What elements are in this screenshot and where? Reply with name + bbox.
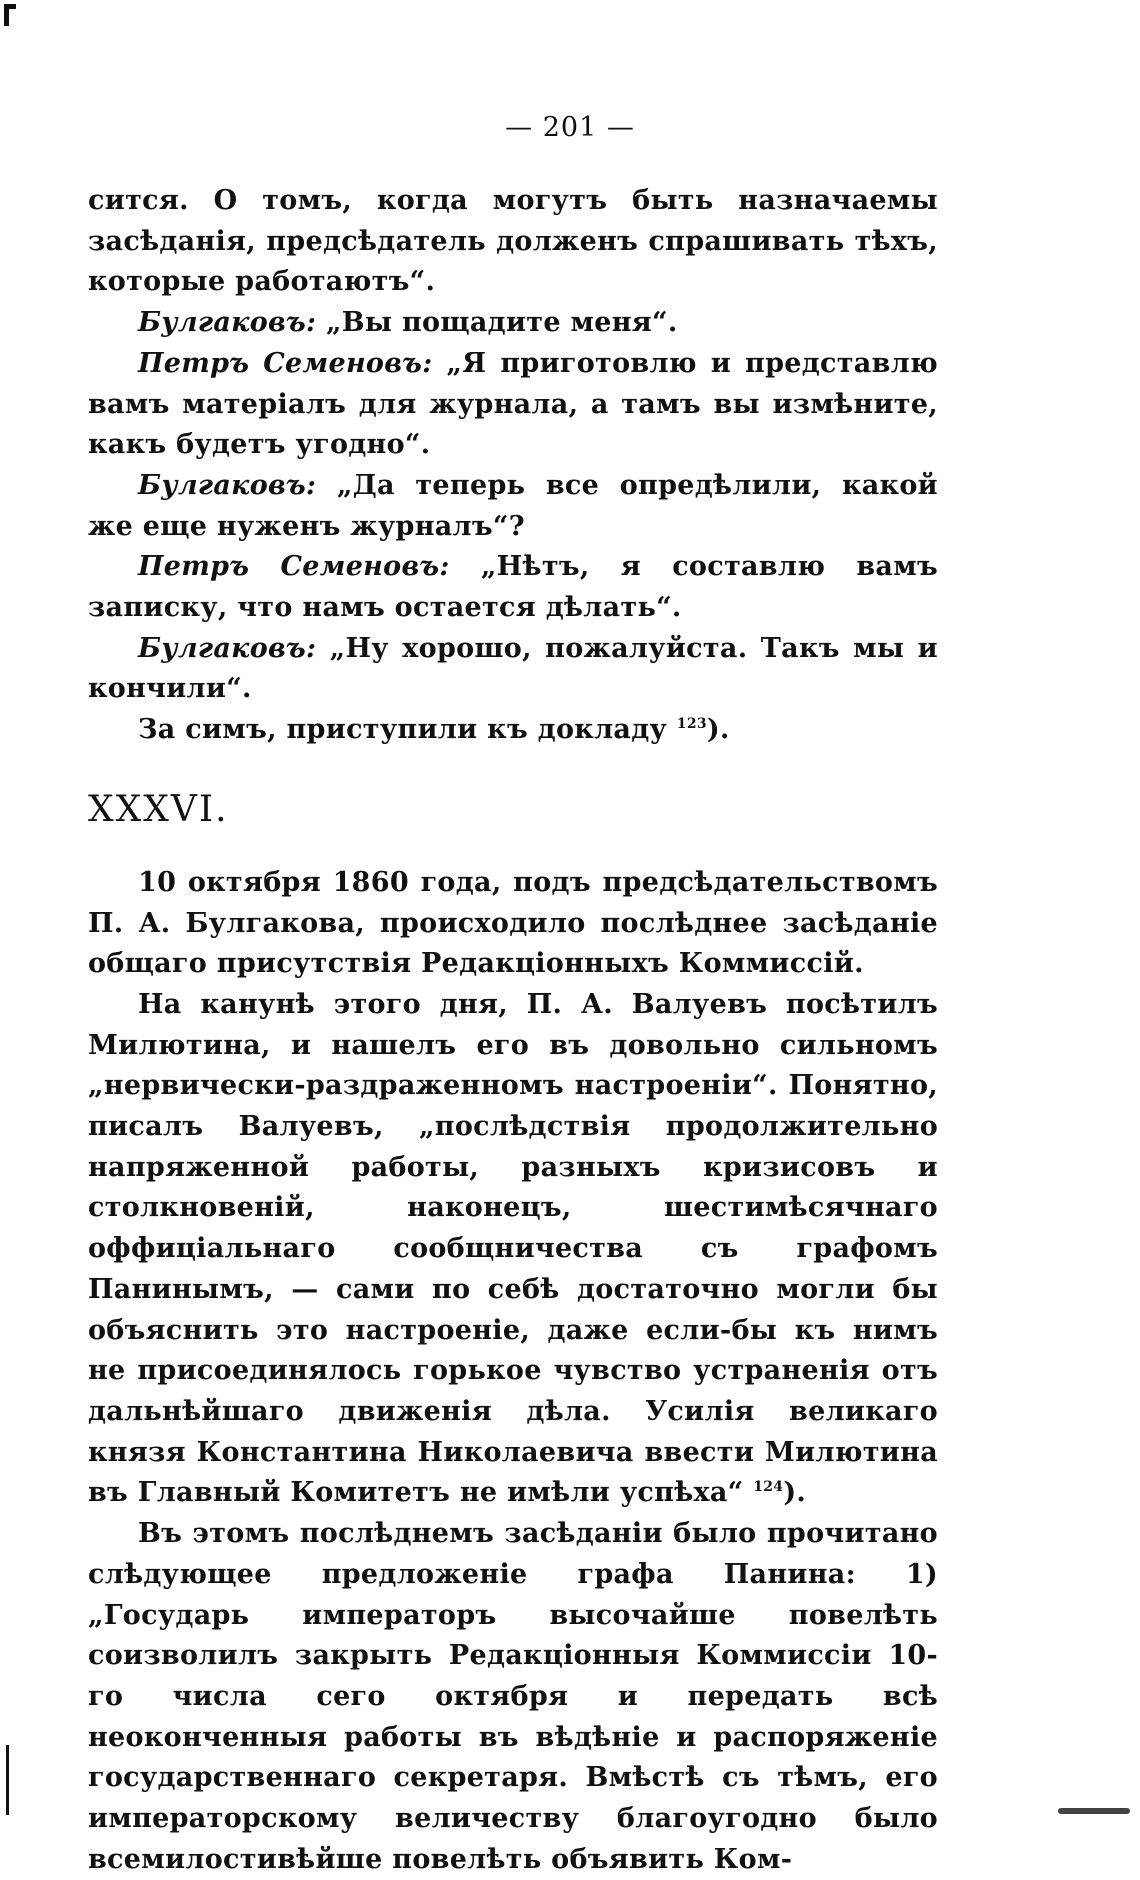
closing-line: За симъ, приступили къ докладу $^{123}$). (138, 714, 730, 746)
dialogue-line: Петръ Семеновъ: „Нѣтъ, я составлю вамъ записку, что намъ остается дѣлать“. (88, 551, 938, 624)
margin-mark (6, 1745, 9, 1815)
footnote-ref: 124 (753, 1479, 784, 1496)
page-number: — 201 — (505, 112, 635, 143)
section-title: XXXVI. (88, 788, 229, 830)
speaker-name: Булгаковъ: (138, 632, 317, 664)
paragraph: 10 октября 1860 года, подъ предсѣдательствомъ П. А. Булгакова, происходило послѣднее засѣданіе общаго присутствія Редакціонныхъ Коммиссій. (88, 866, 938, 980)
paragraph: На канунѣ этого дня, П. А. Валуевъ посѣтилъ Милютина, и нашелъ его въ довольно сильномъ „нервически-раздраженномъ настроеніи“. Понятно, писалъ Валуевъ, „послѣдствія продолжительно напряженной работы, разныхъ кризисовъ и столкновеній, наконецъ, шестимѣсячнаго оффиціальнаго сообщничества съ графомъ Панинымъ, — сами по себѣ достаточно могли бы объяснить это настроеніе, даже если-бы къ нимъ не присоединялось горькое чувство устраненія отъ дальнѣйшаго движенія дѣла. Усилія великаго князя Константина Николаевича ввести Милютина въ Главный Комитетъ не имѣли успѣха“ $^{124}$). (88, 988, 938, 1509)
dialogue-line: Петръ Семеновъ: „Я приготовлю и представлю вамъ матеріалъ для журнала, а тамъ вы измѣните, какъ будетъ угодно“. (88, 347, 938, 461)
corner-crop-mark (4, 4, 9, 26)
footnote-ref: 123 (676, 716, 707, 733)
ink-smudge (1058, 1808, 1130, 1814)
speaker-name: Петръ Семеновъ: (138, 551, 450, 583)
dialogue-line: Булгаковъ: „Вы пощадите меня“. (138, 307, 678, 339)
paragraph: Въ этомъ послѣднемъ засѣданіи было прочитано слѣдующее предложеніе графа Панина: 1) „Государь императоръ высочайше повелѣть соизволилъ закрыть Редакціонныя Коммиссіи 10-го числа сего октября и передать всѣ неоконченныя работы въ вѣдѣніе и распоряженіе государственнаго секретаря. Вмѣстѣ съ тѣмъ, его императорскому величеству благоугодно было всемилостивѣйше повелѣть объявить Ком- (88, 1518, 938, 1875)
speaker-name: Булгаковъ: (138, 307, 317, 339)
paragraph-continuation: сится. О томъ, когда могутъ быть назначаемы засѣданія, предсѣдатель долженъ спрашивать тѣхъ, которые работаютъ“. (88, 185, 938, 298)
speaker-name: Булгаковъ: (138, 469, 317, 501)
speaker-name: Петръ Семеновъ: (138, 347, 433, 379)
dialogue-line: Булгаковъ: „Да теперь все опредѣлили, какой же еще нуженъ журналъ“? (88, 469, 938, 542)
dialogue-line: Булгаковъ: „Ну хорошо, пожалуйста. Такъ мы и кончили“. (88, 632, 938, 705)
page-body (88, 181, 938, 1880)
